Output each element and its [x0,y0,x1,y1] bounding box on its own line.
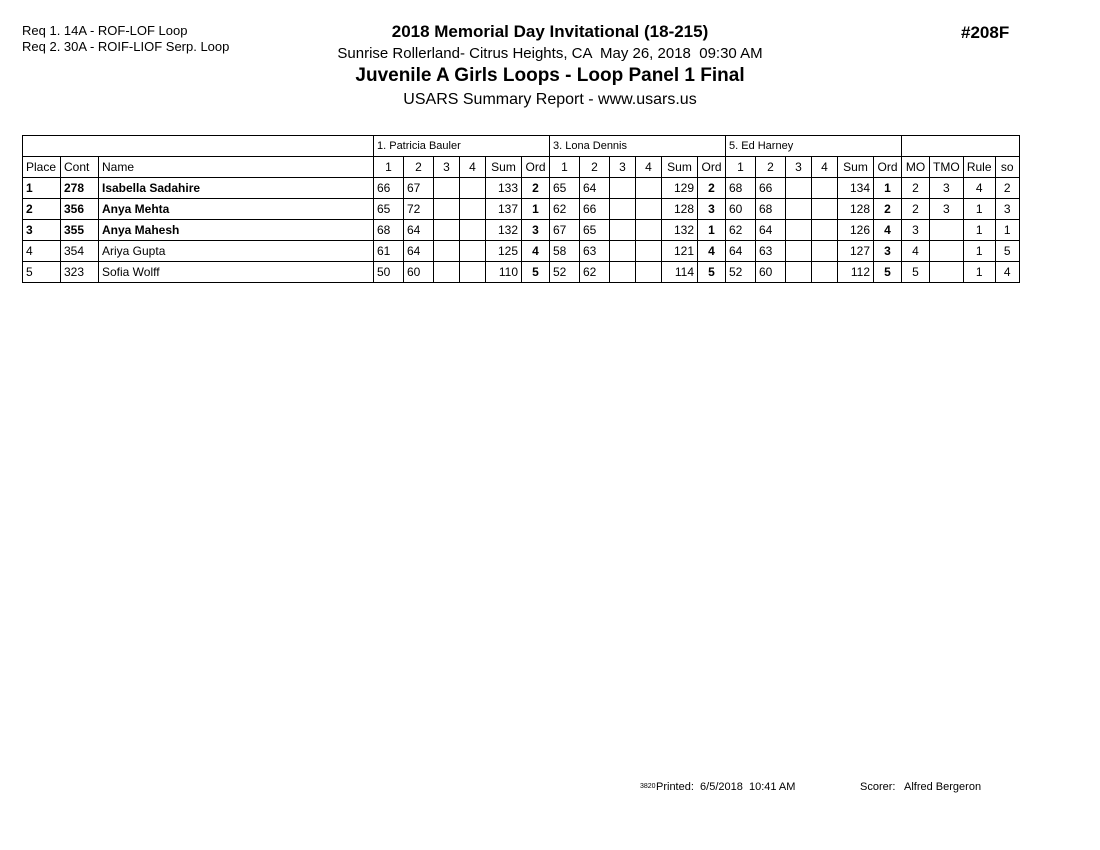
cell-judge3-score4 [812,220,838,241]
cell-judge1-score1: 61 [374,241,404,262]
cell-place: 4 [23,241,61,262]
report-type-line: USARS Summary Report - www.usars.us [403,91,697,108]
cell-place: 1 [23,178,61,199]
cell-tmo [930,241,964,262]
col-header-judge3-sum: Sum [838,157,874,178]
cell-judge2-score1: 52 [550,262,580,283]
cell-rule: 4 [963,178,995,199]
cell-judge1-score4 [460,262,486,283]
cell-judge3-score4 [812,178,838,199]
cell-judge3-sum: 128 [838,199,874,220]
cell-cont: 278 [61,178,99,199]
cell-name: Anya Mehta [99,199,374,220]
cell-judge1-score3 [434,262,460,283]
cell-rule: 1 [963,241,995,262]
cell-judge2-score2: 63 [580,241,610,262]
cell-judge2-score1: 62 [550,199,580,220]
cell-mo: 3 [902,220,930,241]
cell-so: 2 [995,178,1019,199]
cell-judge3-score2: 68 [756,199,786,220]
cell-judge2-score4 [636,241,662,262]
cell-judge2-ord: 1 [698,220,726,241]
cell-judge3-score1: 60 [726,199,756,220]
cell-judge1-score1: 66 [374,178,404,199]
cell-judge2-ord: 4 [698,241,726,262]
col-header-judge1-ord: Ord [522,157,550,178]
results-body [23,178,1020,283]
cell-judge1-score4 [460,199,486,220]
judge-1-name: 1. Patricia Bauler [374,136,550,157]
cell-judge3-score1: 64 [726,241,756,262]
col-header-judge2-score1: 1 [550,157,580,178]
cell-judge2-score2: 65 [580,220,610,241]
cell-judge1-score2: 60 [404,262,434,283]
cell-judge3-sum: 126 [838,220,874,241]
col-header-cont: Cont [61,157,99,178]
col-header-place: Place [23,157,61,178]
col-header-judge1-score2: 2 [404,157,434,178]
cell-judge3-sum: 127 [838,241,874,262]
judge-2-name: 3. Lona Dennis [550,136,726,157]
requirement-1: Req 1. 14A - ROF-LOF Loop [22,23,188,38]
cell-judge1-score2: 67 [404,178,434,199]
cell-judge2-ord: 2 [698,178,726,199]
cell-name: Isabella Sadahire [99,178,374,199]
cell-judge2-sum: 132 [662,220,698,241]
cell-judge2-score3 [610,241,636,262]
cell-name: Ariya Gupta [99,241,374,262]
cell-cont: 355 [61,220,99,241]
col-header-judge1-sum: Sum [486,157,522,178]
col-header-mo: MO [902,157,930,178]
cell-judge1-ord: 1 [522,199,550,220]
cell-judge1-score1: 65 [374,199,404,220]
cell-judge1-ord: 5 [522,262,550,283]
cell-judge1-sum: 137 [486,199,522,220]
cell-rule: 1 [963,220,995,241]
cell-judge1-score3 [434,199,460,220]
cell-judge2-sum: 114 [662,262,698,283]
cell-judge1-sum: 125 [486,241,522,262]
judges-row-right-spacer [902,136,1020,157]
cell-judge1-score4 [460,220,486,241]
col-header-judge3-score3: 3 [786,157,812,178]
cell-cont: 356 [61,199,99,220]
cell-so: 4 [995,262,1019,283]
cell-tmo [930,262,964,283]
result-row-place-5 [23,262,1020,283]
cell-judge1-score3 [434,220,460,241]
cell-judge1-sum: 110 [486,262,522,283]
cell-judge1-score2: 64 [404,241,434,262]
result-row-place-3 [23,220,1020,241]
cell-place: 5 [23,262,61,283]
cell-judge3-score3 [786,241,812,262]
cell-judge2-sum: 121 [662,241,698,262]
competition-title: 2018 Memorial Day Invitational (18-215) [391,22,709,41]
cell-judge1-ord: 4 [522,241,550,262]
result-row-place-4 [23,241,1020,262]
col-header-judge2-ord: Ord [698,157,726,178]
cell-judge2-score3 [610,178,636,199]
col-header-judge2-score4: 4 [636,157,662,178]
cell-cont: 323 [61,262,99,283]
cell-judge3-score2: 63 [756,241,786,262]
col-header-judge1-score3: 3 [434,157,460,178]
cell-place: 2 [23,199,61,220]
printed-timestamp: Printed: 6/5/2018 10:41 AM [656,781,796,793]
col-header-judge3-score4: 4 [812,157,838,178]
judges-row-left-spacer [23,136,374,157]
cell-judge3-score2: 64 [756,220,786,241]
cell-mo: 4 [902,241,930,262]
cell-judge2-score4 [636,178,662,199]
col-header-judge1-score4: 4 [460,157,486,178]
cell-judge3-score2: 66 [756,178,786,199]
col-header-judge3-score2: 2 [756,157,786,178]
cell-cont: 354 [61,241,99,262]
cell-judge2-score4 [636,220,662,241]
event-number: #208F [961,23,1010,42]
judge-3-name: 5. Ed Harney [726,136,902,157]
cell-judge3-score1: 52 [726,262,756,283]
cell-so: 5 [995,241,1019,262]
cell-judge3-score3 [786,178,812,199]
cell-judge3-sum: 134 [838,178,874,199]
cell-judge1-score2: 64 [404,220,434,241]
venue-date-line: Sunrise Rollerland- Citrus Heights, CA May 26, 2018 09:30 AM [337,45,763,62]
cell-tmo [930,220,964,241]
column-header-row [23,157,1020,178]
cell-rule: 1 [963,199,995,220]
cell-judge3-sum: 112 [838,262,874,283]
result-row-place-2 [23,199,1020,220]
cell-judge3-score3 [786,262,812,283]
cell-judge3-score2: 60 [756,262,786,283]
cell-judge2-sum: 128 [662,199,698,220]
cell-mo: 5 [902,262,930,283]
judges-header-row [23,136,1020,157]
cell-judge3-ord: 5 [874,262,902,283]
cell-name: Anya Mahesh [99,220,374,241]
cell-so: 3 [995,199,1019,220]
cell-judge3-ord: 3 [874,241,902,262]
cell-judge1-score1: 50 [374,262,404,283]
cell-judge2-sum: 129 [662,178,698,199]
col-header-so: so [995,157,1019,178]
col-header-rule: Rule [963,157,995,178]
col-header-judge2-score3: 3 [610,157,636,178]
cell-judge2-score2: 62 [580,262,610,283]
col-header-judge1-score1: 1 [374,157,404,178]
cell-judge1-score4 [460,178,486,199]
cell-judge1-score3 [434,241,460,262]
cell-judge2-ord: 5 [698,262,726,283]
cell-judge2-score3 [610,220,636,241]
requirement-2: Req 2. 30A - ROIF-LIOF Serp. Loop [22,39,230,54]
cell-judge1-ord: 3 [522,220,550,241]
cell-judge2-score4 [636,262,662,283]
footer-code: 3820 [640,783,656,790]
cell-rule: 1 [963,262,995,283]
col-header-judge3-score1: 1 [726,157,756,178]
cell-judge2-score2: 64 [580,178,610,199]
cell-judge2-score3 [610,262,636,283]
cell-judge2-score2: 66 [580,199,610,220]
cell-judge3-score3 [786,220,812,241]
cell-judge2-score4 [636,199,662,220]
cell-tmo: 3 [930,199,964,220]
cell-judge2-score1: 67 [550,220,580,241]
cell-judge3-score4 [812,241,838,262]
cell-judge3-ord: 1 [874,178,902,199]
cell-mo: 2 [902,199,930,220]
result-row-place-1 [23,178,1020,199]
cell-judge3-score3 [786,199,812,220]
cell-judge2-score1: 65 [550,178,580,199]
cell-name: Sofia Wolff [99,262,374,283]
col-header-judge2-score2: 2 [580,157,610,178]
col-header-tmo: TMO [930,157,964,178]
cell-place: 3 [23,220,61,241]
cell-mo: 2 [902,178,930,199]
cell-judge3-ord: 4 [874,220,902,241]
cell-judge1-sum: 132 [486,220,522,241]
cell-so: 1 [995,220,1019,241]
cell-judge1-sum: 133 [486,178,522,199]
cell-judge1-score4 [460,241,486,262]
event-title: Juvenile A Girls Loops - Loop Panel 1 Final [355,65,745,86]
cell-judge3-score1: 68 [726,178,756,199]
scorer-name: Scorer: Alfred Bergeron [860,781,982,793]
cell-judge1-score3 [434,178,460,199]
cell-judge3-ord: 2 [874,199,902,220]
results-table [22,135,1020,283]
cell-judge3-score4 [812,199,838,220]
cell-judge2-score1: 58 [550,241,580,262]
cell-judge2-ord: 3 [698,199,726,220]
col-header-name: Name [99,157,374,178]
col-header-judge2-sum: Sum [662,157,698,178]
cell-judge2-score3 [610,199,636,220]
cell-judge1-score1: 68 [374,220,404,241]
cell-tmo: 3 [930,178,964,199]
cell-judge1-score2: 72 [404,199,434,220]
cell-judge3-score4 [812,262,838,283]
cell-judge3-score1: 62 [726,220,756,241]
cell-judge1-ord: 2 [522,178,550,199]
col-header-judge3-ord: Ord [874,157,902,178]
